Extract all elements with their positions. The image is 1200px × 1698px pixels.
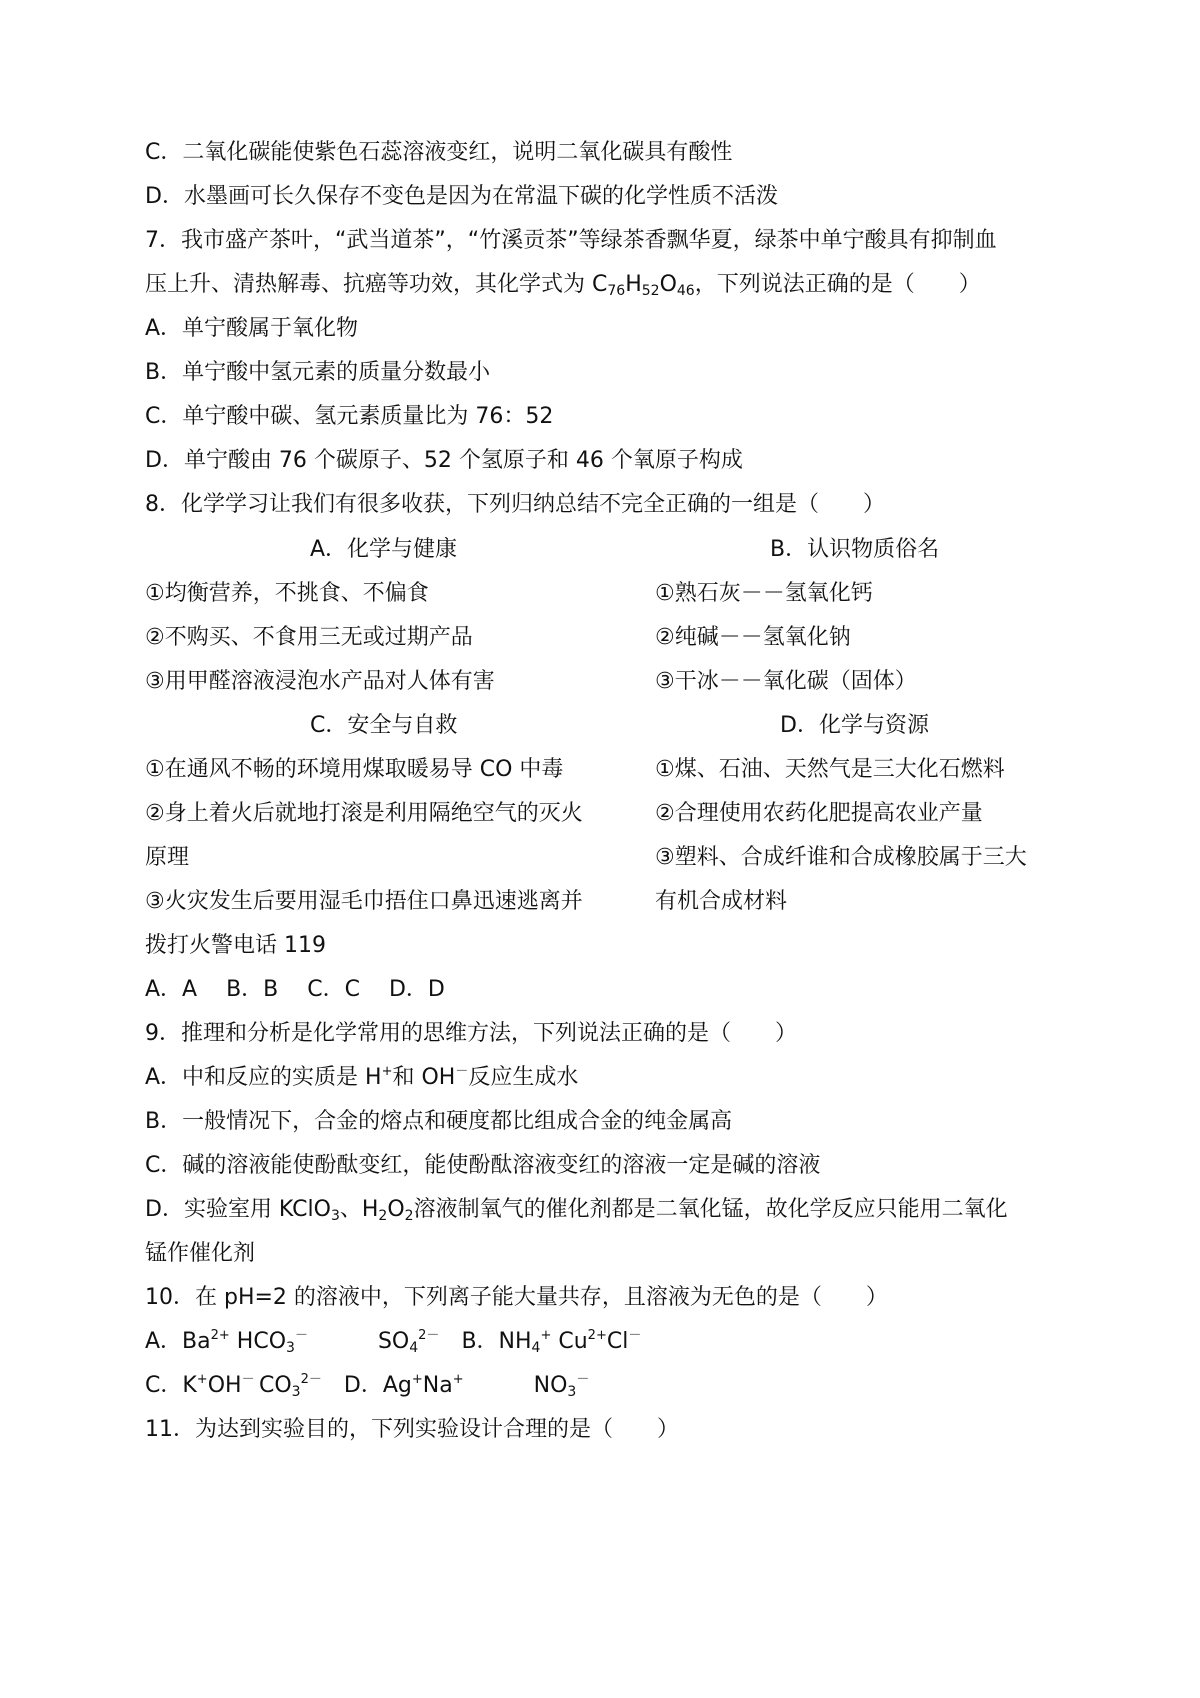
- q8-c-item-3b: 拨打火警电话 119: [145, 933, 326, 958]
- q8-a-item-2: ②不购买、不食用三无或过期产品: [145, 625, 473, 650]
- q8-c-item-2a: ②身上着火后就地打滚是利用隔绝空气的灭火: [145, 801, 583, 826]
- q10-options-ab: A．$Ba^{2+}$ $HCO_3^-$ $SO_4^{2-}$ B．$NH_4^+$ $Cu^{2+}Cl^-$: [145, 1328, 642, 1356]
- q11-stem: 11．为达到实验目的，下列实验设计合理的是（ ）: [145, 1417, 679, 1442]
- q10-options-cd: C．K+OH－ $CO_3^{2-}$ D．Ag+Na+ $NO_3^-$: [145, 1372, 590, 1400]
- q8-d-item-3b: 有机合成材料: [655, 889, 788, 914]
- q8-d-item-3a: ③塑料、合成纤谁和合成橡胶属于三大: [655, 845, 1027, 870]
- q8-d-item-2: ②合理使用农药化肥提高农业产量: [655, 801, 983, 826]
- q7-option-b: B．单宁酸中氢元素的质量分数最小: [145, 360, 491, 385]
- q9-option-b: B．一般情况下，合金的熔点和硬度都比组成合金的纯金属高: [145, 1109, 733, 1134]
- q8-b-item-3: ③干冰－－氧化碳（固体）: [655, 669, 917, 694]
- q6-option-d: D．水墨画可长久保存不变色是因为在常温下碳的化学性质不活泼: [145, 184, 778, 209]
- q9-stem: 9．推理和分析是化学常用的思维方法，下列说法正确的是（ ）: [145, 1021, 797, 1046]
- q9-option-c: C．碱的溶液能使酚酞变红，能使酚酞溶液变红的溶液一定是碱的溶液: [145, 1153, 821, 1178]
- q8-c-item-2b: 原理: [145, 845, 190, 870]
- q8-a-item-1: ①均衡营养，不挑食、不偏食: [145, 581, 429, 606]
- q7-stem-line2: 压上升、清热解毒、抗癌等功效，其化学式为 $C_{76}H_{52}O_{46}$，下列说法正确的是（ ）: [145, 272, 981, 299]
- q9-option-a: A．中和反应的实质是 H+和 OH－反应生成水: [145, 1064, 579, 1090]
- q8-cell-c-heading: C．安全与自救: [310, 713, 458, 738]
- q8-stem: 8．化学学习让我们有很多收获，下列归纳总结不完全正确的一组是（ ）: [145, 492, 885, 517]
- q8-cell-d-heading: D．化学与资源: [780, 713, 929, 738]
- q7-stem-line1: 7．我市盛产茶叶，“武当道茶”，“竹溪贡茶”等绿茶香飘华夏，绿茶中单宁酸具有抑制血: [145, 228, 997, 253]
- q10-stem: 10．在 pH=2 的溶液中，下列离子能大量共存，且溶液为无色的是（ ）: [145, 1285, 888, 1310]
- q8-d-item-1: ①煤、石油、天然气是三大化石燃料: [655, 757, 1005, 782]
- q8-b-item-1: ①熟石灰－－氢氧化钙: [655, 581, 873, 606]
- q7-option-c: C．单宁酸中碳、氢元素质量比为 76：52: [145, 404, 554, 429]
- q8-c-item-3a: ③火灾发生后要用湿毛巾捂住口鼻迅速逃离并: [145, 889, 583, 914]
- q9-option-d-line1: D．实验室用 KClO$_3$、$H_2O_2$溶液制氧气的催化剂都是二氧化锰，故化学反应只能用二氧化: [145, 1197, 1008, 1224]
- q8-b-item-2: ②纯碱－－氢氧化钠: [655, 625, 851, 650]
- q6-option-c: C．二氧化碳能使紫色石蕊溶液变红，说明二氧化碳具有酸性: [145, 140, 733, 165]
- q8-c-item-1: ①在通风不畅的环境用煤取暖易导 CO 中毒: [145, 757, 564, 782]
- q7-option-a: A．单宁酸属于氧化物: [145, 316, 359, 341]
- q8-cell-a-heading: A．化学与健康: [310, 537, 458, 562]
- q9-option-d-line2: 锰作催化剂: [145, 1241, 256, 1266]
- q8-options: A．A B．B C．C D．D: [145, 977, 445, 1002]
- q8-a-item-3: ③用甲醛溶液浸泡水产品对人体有害: [145, 669, 495, 694]
- q7-option-d: D．单宁酸由 76 个碳原子、52 个氢原子和 46 个氧原子构成: [145, 448, 743, 473]
- q8-cell-b-heading: B．认识物质俗名: [770, 537, 940, 562]
